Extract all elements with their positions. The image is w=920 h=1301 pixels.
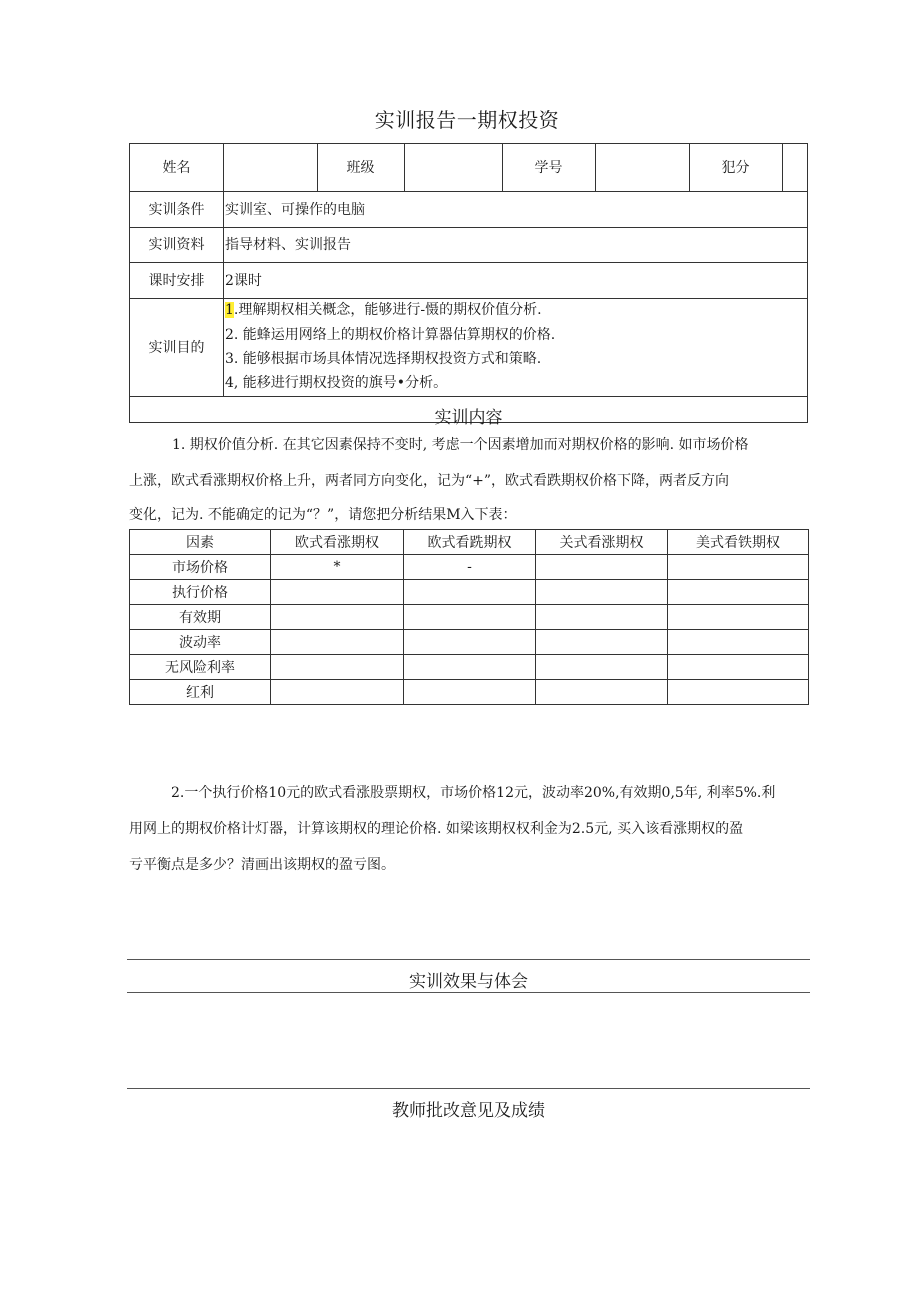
- conditions-label: 实训条件: [148, 202, 205, 218]
- answer-cell[interactable]: [668, 605, 809, 630]
- answer-cell[interactable]: [668, 630, 809, 655]
- table-row: [130, 555, 809, 580]
- factor-analysis-table: [129, 529, 809, 705]
- section-rule: [127, 959, 810, 960]
- student-id-field[interactable]: [596, 160, 689, 178]
- teacher-heading: 教师批改意见及成绩: [392, 1101, 545, 1121]
- table-row: [130, 605, 809, 630]
- class-label: 班级: [346, 160, 375, 176]
- row-divider: [130, 191, 807, 192]
- task-2-line: 用网上的期权价格计灯器，计算该期权的理论价格. 如梁该期权权利金为2.5元, 买入该看涨期权的盈: [129, 821, 744, 837]
- score-field[interactable]: [783, 160, 807, 178]
- task-1-line: 上涨，欧式看涨期权价格上升，两者同方向变化，记为“+”，欧式看跌期权价格下降，两者反方向: [129, 473, 730, 489]
- answer-cell[interactable]: [271, 655, 404, 680]
- objective-item-1: [225, 303, 542, 317]
- answer-cell[interactable]: [668, 655, 809, 680]
- answer-cell[interactable]: [668, 580, 809, 605]
- answer-cell[interactable]: [404, 580, 536, 605]
- answer-cell[interactable]: -: [404, 555, 536, 580]
- task-1-line: 1. 期权价值分析. 在其它因素保持不变时, 考虑一个因素增加而对期权价格的影响. 如市场价格: [172, 437, 749, 453]
- factor-cell: 红利: [130, 680, 271, 705]
- section-rule: [127, 992, 810, 993]
- answer-cell[interactable]: [536, 655, 668, 680]
- section-rule: [127, 1088, 810, 1089]
- answer-cell[interactable]: [536, 605, 668, 630]
- objective-item-3: 3. 能够根据市场具体情况选择期权投资方式和策略.: [225, 351, 542, 367]
- student-id-label: 学号: [534, 160, 563, 176]
- page-title: 实训报告一期权投资: [374, 108, 560, 132]
- factor-cell: 执行价格: [130, 580, 271, 605]
- answer-cell[interactable]: [536, 680, 668, 705]
- score-label: 犯分: [721, 160, 750, 176]
- table-header-row: [130, 530, 809, 555]
- answer-cell[interactable]: [536, 630, 668, 655]
- hours-value: 2课时: [225, 273, 262, 289]
- answer-cell[interactable]: [536, 580, 668, 605]
- task-1-paragraph: [129, 427, 808, 531]
- objective-item-2: 2. 能蜂运用网络上的期权价格计算器估算期权的价格.: [225, 327, 556, 343]
- name-label: 姓名: [162, 160, 191, 176]
- answer-cell[interactable]: [404, 655, 536, 680]
- answer-cell[interactable]: [271, 580, 404, 605]
- answer-cell[interactable]: [536, 555, 668, 580]
- row-divider: [130, 227, 807, 228]
- answer-cell[interactable]: [404, 630, 536, 655]
- answer-cell[interactable]: [271, 680, 404, 705]
- objective-item-1-text: .理解期权相关概念，能够进行-慑的期权价值分析.: [233, 302, 542, 318]
- factor-cell: 市场价格: [130, 555, 271, 580]
- materials-label: 实训资料: [148, 237, 205, 253]
- materials-value: 指导材料、实训报告: [225, 237, 351, 253]
- answer-cell[interactable]: *: [271, 555, 404, 580]
- table-row: [130, 680, 809, 705]
- column-header: 欧式看涨期权: [271, 530, 404, 555]
- effects-heading: 实训效果与体会: [409, 972, 528, 992]
- answer-cell[interactable]: [404, 680, 536, 705]
- objectives-label: 实训目的: [148, 340, 205, 356]
- answer-cell[interactable]: [271, 605, 404, 630]
- column-header: 欧式看跣期权: [404, 530, 536, 555]
- objective-item-1-number: 1: [225, 302, 234, 318]
- table-row: [130, 630, 809, 655]
- col-divider: [223, 144, 224, 396]
- column-header: 因素: [130, 530, 271, 555]
- row-divider: [130, 262, 807, 263]
- column-header: 美式看铁期权: [668, 530, 809, 555]
- class-field[interactable]: [405, 160, 502, 178]
- name-field[interactable]: [224, 160, 317, 178]
- answer-cell[interactable]: [404, 605, 536, 630]
- row-divider: [130, 298, 807, 299]
- table-row: [130, 580, 809, 605]
- factor-cell: 波动率: [130, 630, 271, 655]
- factor-cell: 无风险利率: [130, 655, 271, 680]
- column-header: 关式看涨期权: [536, 530, 668, 555]
- objective-item-4: 4, 能移进行期权投资的旗号•分析。: [225, 375, 448, 391]
- content-heading: 实训内容: [434, 408, 503, 428]
- conditions-value: 实训室、可操作的电脑: [225, 202, 365, 218]
- answer-cell[interactable]: [271, 630, 404, 655]
- hours-label: 课时安排: [148, 273, 205, 289]
- answer-cell[interactable]: [668, 680, 809, 705]
- task-2-line: 亏平衡点是多少？清画出该期权的盈亏图。: [129, 857, 395, 873]
- row-divider: [130, 396, 807, 397]
- table-row: [130, 655, 809, 680]
- answer-cell[interactable]: [668, 555, 809, 580]
- task-2-paragraph: [129, 775, 808, 883]
- task-1-line: 变化，记为. 不能确定的记为“？”，请您把分析结果M入下表：: [129, 507, 517, 523]
- factor-cell: 有效期: [130, 605, 271, 630]
- task-2-line: 2.一个执行价格10元的欧式看涨股票期权，市场价格12元，波动率20%,有效期0,5年, 利率5%.利: [171, 785, 776, 801]
- info-block: [129, 143, 808, 428]
